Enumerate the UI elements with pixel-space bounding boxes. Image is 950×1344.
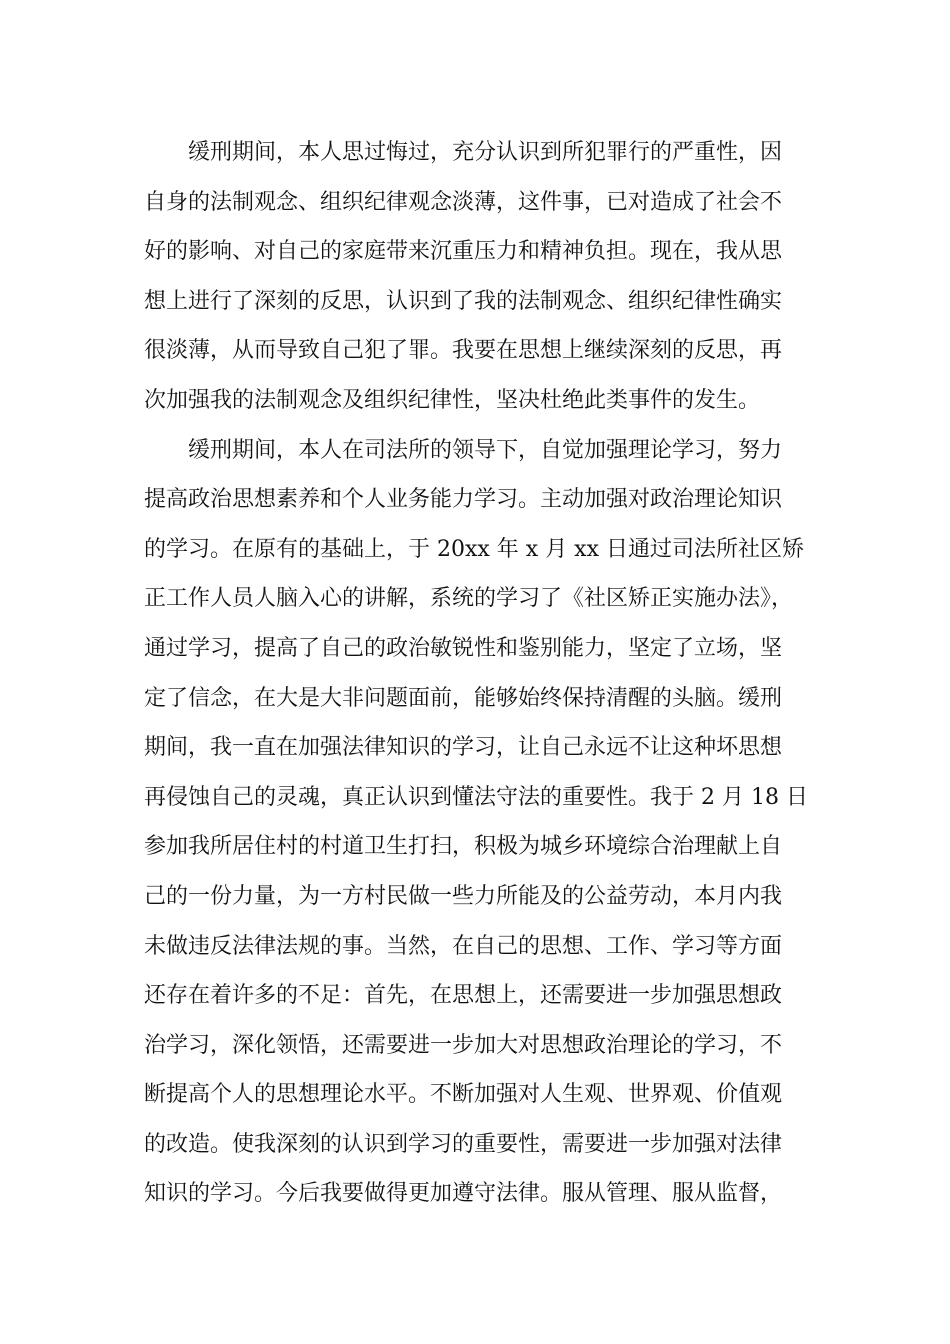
text-line: 想上进行了深刻的反思，认识到了我的法制观念、组织纪律性确实 xyxy=(144,288,783,314)
text-line: 未做违反法律法规的事。当然，在自己的思想、工作、学习等方面 xyxy=(144,933,783,959)
text-line: 正工作人员人脑入心的讲解，系统的学习了《社区矫正实施办法》， xyxy=(144,586,794,612)
text-line: 的学习。在原有的基础上，于 20xx 年 x 月 xx 日通过司法所社区矫 xyxy=(144,536,804,562)
text-line: 次加强我的法制观念及组织纪律性，坚决杜绝此类事件的发生。 xyxy=(144,387,761,413)
text-line: 定了信念，在大是大非问题面前，能够始终保持清醒的头脑。缓刑 xyxy=(144,685,783,711)
body-text xyxy=(144,128,844,1219)
text-line: 断提高个人的思想理论水平。不断加强对人生观、世界观、价值观 xyxy=(144,1082,783,1108)
text-line: 知识的学习。今后我要做得更加遵守法律。服从管理、服从监督， xyxy=(144,1181,783,1207)
text-line: 再侵蚀自己的灵魂，真正认识到懂法守法的重要性。我于 2 月 18 日 xyxy=(144,784,808,810)
text-line: 通过学习，提高了自己的政治敏锐性和鉴别能力，坚定了立场，坚 xyxy=(144,635,783,661)
text-line: 治学习，深化领悟，还需要进一步加大对思想政治理论的学习，不 xyxy=(144,1032,783,1058)
text-line: 还存在着许多的不足：首先，在思想上，还需要进一步加强思想政 xyxy=(144,983,783,1009)
text-line: 的改造。使我深刻的认识到学习的重要性，需要进一步加强对法律 xyxy=(144,1131,783,1157)
text-line: 缓刑期间，本人思过悔过，充分认识到所犯罪行的严重性，因 xyxy=(144,140,783,165)
text-line: 期间，我一直在加强法律知识的学习，让自己永远不让这种坏思想 xyxy=(144,735,783,761)
text-line: 好的影响、对自己的家庭带来沉重压力和精神负担。现在，我从思 xyxy=(144,239,783,265)
text-line: 自身的法制观念、组织纪律观念淡薄，这件事，已对造成了社会不 xyxy=(144,189,783,215)
text-line: 很淡薄，从而导致自己犯了罪。我要在思想上继续深刻的反思，再 xyxy=(144,338,783,364)
text-line: 提高政治思想素养和个人业务能力学习。主动加强对政治理论知识 xyxy=(144,487,783,513)
text-line: 己的一份力量，为一方村民做一些力所能及的公益劳动，本月内我 xyxy=(144,883,783,909)
text-line: 参加我所居住村的村道卫生打扫，积极为城乡环境综合治理献上自 xyxy=(144,834,783,860)
text-line: 缓刑期间，本人在司法所的领导下，自觉加强理论学习，努力 xyxy=(144,437,783,463)
